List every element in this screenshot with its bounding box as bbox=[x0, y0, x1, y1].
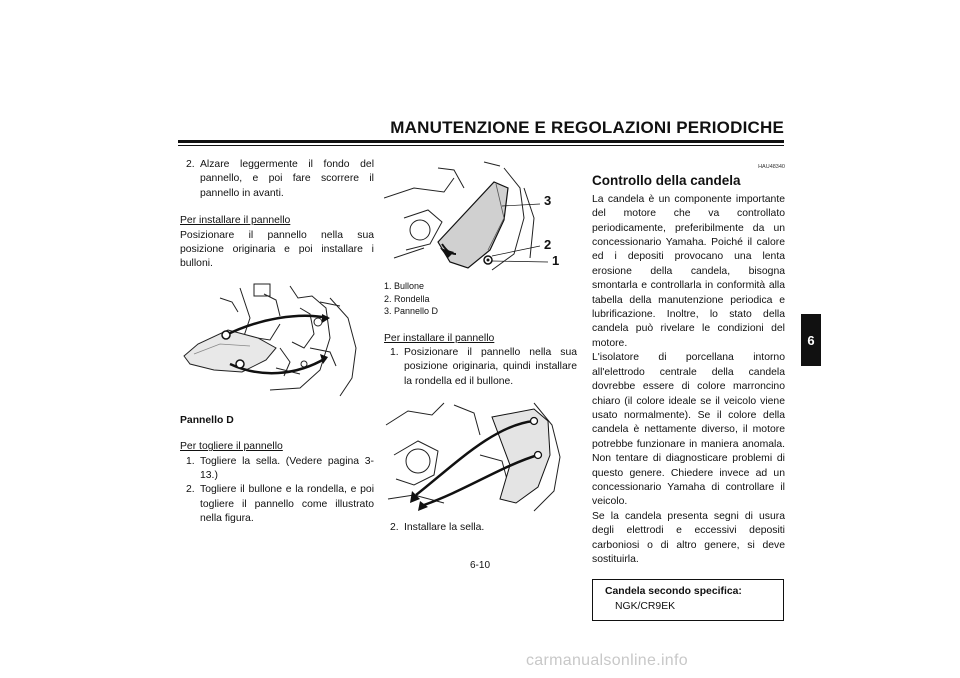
column-left bbox=[180, 158, 374, 527]
step-item bbox=[186, 158, 374, 201]
motorcycle-panel-illustration bbox=[180, 278, 374, 406]
panel-install-illustration bbox=[384, 395, 577, 513]
figure-caption: Pannello D bbox=[180, 414, 234, 426]
step-number: 1. bbox=[186, 455, 195, 467]
paragraph: L'isolatore di porcellana intorno all'elettrodo centrale della candela dovrebbe essere di colore marroncino chiaro (il colore ideale se il veicolo viene usato normalmente). Se il colore della candela è nettamente diverso, il motore potrebbe funzionare in maniera anomala. Non tentare di diagnosticare problemi di questo genere. Chiedere invece ad un concessionario Yamaha di controllare il veicolo. bbox=[592, 352, 785, 508]
header-rule-thin bbox=[178, 145, 784, 146]
callout-1: 1 bbox=[552, 253, 560, 268]
document-code: HAU48340 bbox=[758, 164, 785, 170]
step-item bbox=[390, 521, 577, 535]
spec-value: NGK/CR9EK bbox=[615, 600, 676, 612]
panel-removal-figure bbox=[180, 278, 374, 406]
step-text: Togliere il bullone e la rondella, e poi togliere il pannello come illustrato nella figura. bbox=[200, 484, 374, 525]
spec-label: Candela secondo specifica: bbox=[605, 586, 742, 598]
step-number: 2. bbox=[390, 522, 399, 534]
step-text: Togliere la sella. (Vedere pagina 3-13.) bbox=[200, 455, 374, 482]
paragraph: Se la candela presenta segni di usura degli elettrodi e eccessivi depositi carboniosi o di altro genere, si deve sostituirla. bbox=[592, 510, 785, 565]
step-number: 1. bbox=[390, 346, 399, 358]
panel-install-figure bbox=[384, 395, 577, 513]
install-heading: Per installare il pannello bbox=[180, 215, 291, 227]
page-title: MANUTENZIONE E REGOLAZIONI PERIODICHE bbox=[390, 118, 784, 137]
panel-location-figure bbox=[384, 158, 577, 276]
legend-item: 3. Pannello D bbox=[384, 306, 439, 316]
callout-2: 2 bbox=[544, 237, 552, 252]
step-number: 2. bbox=[186, 159, 195, 170]
section-title: Controllo della candela bbox=[592, 173, 741, 189]
spec-box bbox=[592, 579, 784, 621]
step-item bbox=[186, 483, 374, 526]
figure-legend bbox=[384, 280, 577, 318]
step-text: Installare la sella. bbox=[404, 522, 485, 534]
watermark[interactable]: carmanualsonline.info bbox=[526, 652, 688, 669]
chapter-tab[interactable]: 6 bbox=[801, 314, 821, 366]
remove-heading: Per togliere il pannello bbox=[180, 441, 283, 453]
step-item bbox=[390, 346, 577, 389]
step-text: Alzare leggermente il fondo del pannello, e poi fare scorrere il pannello in avanti. bbox=[200, 159, 374, 199]
callout-3: 3 bbox=[544, 193, 552, 208]
page-number: 6-10 bbox=[469, 560, 490, 571]
install-text: Posizionare il pannello nella sua posizione originaria e poi installare i bulloni. bbox=[180, 229, 374, 270]
legend-item: 1. Bullone bbox=[384, 281, 425, 291]
panel-bolt-illustration bbox=[384, 158, 577, 276]
step-number: 2. bbox=[186, 484, 195, 496]
header-rule bbox=[178, 140, 784, 143]
step-item bbox=[186, 455, 374, 484]
column-right bbox=[592, 158, 785, 621]
install-heading: Per installare il pannello bbox=[384, 332, 495, 344]
legend-item: 2. Rondella bbox=[384, 293, 430, 304]
step-text: Posizionare il pannello nella sua posizione originaria, quindi installare la rondella ed il bullone. bbox=[404, 346, 577, 387]
paragraph: La candela è un componente importante del motore che va controllato periodicamente, preferibilmente da un concessionario Yamaha. Poiché il calore ed i depositi provocano una lenta erosione della candela, bisogna smontarla e controllarla in conformità alla tabella della manutenzione periodica e lubrificazione. Inoltre, lo stato della candela può rivelare le condizioni del motore. bbox=[592, 193, 785, 349]
column-middle bbox=[384, 158, 577, 536]
